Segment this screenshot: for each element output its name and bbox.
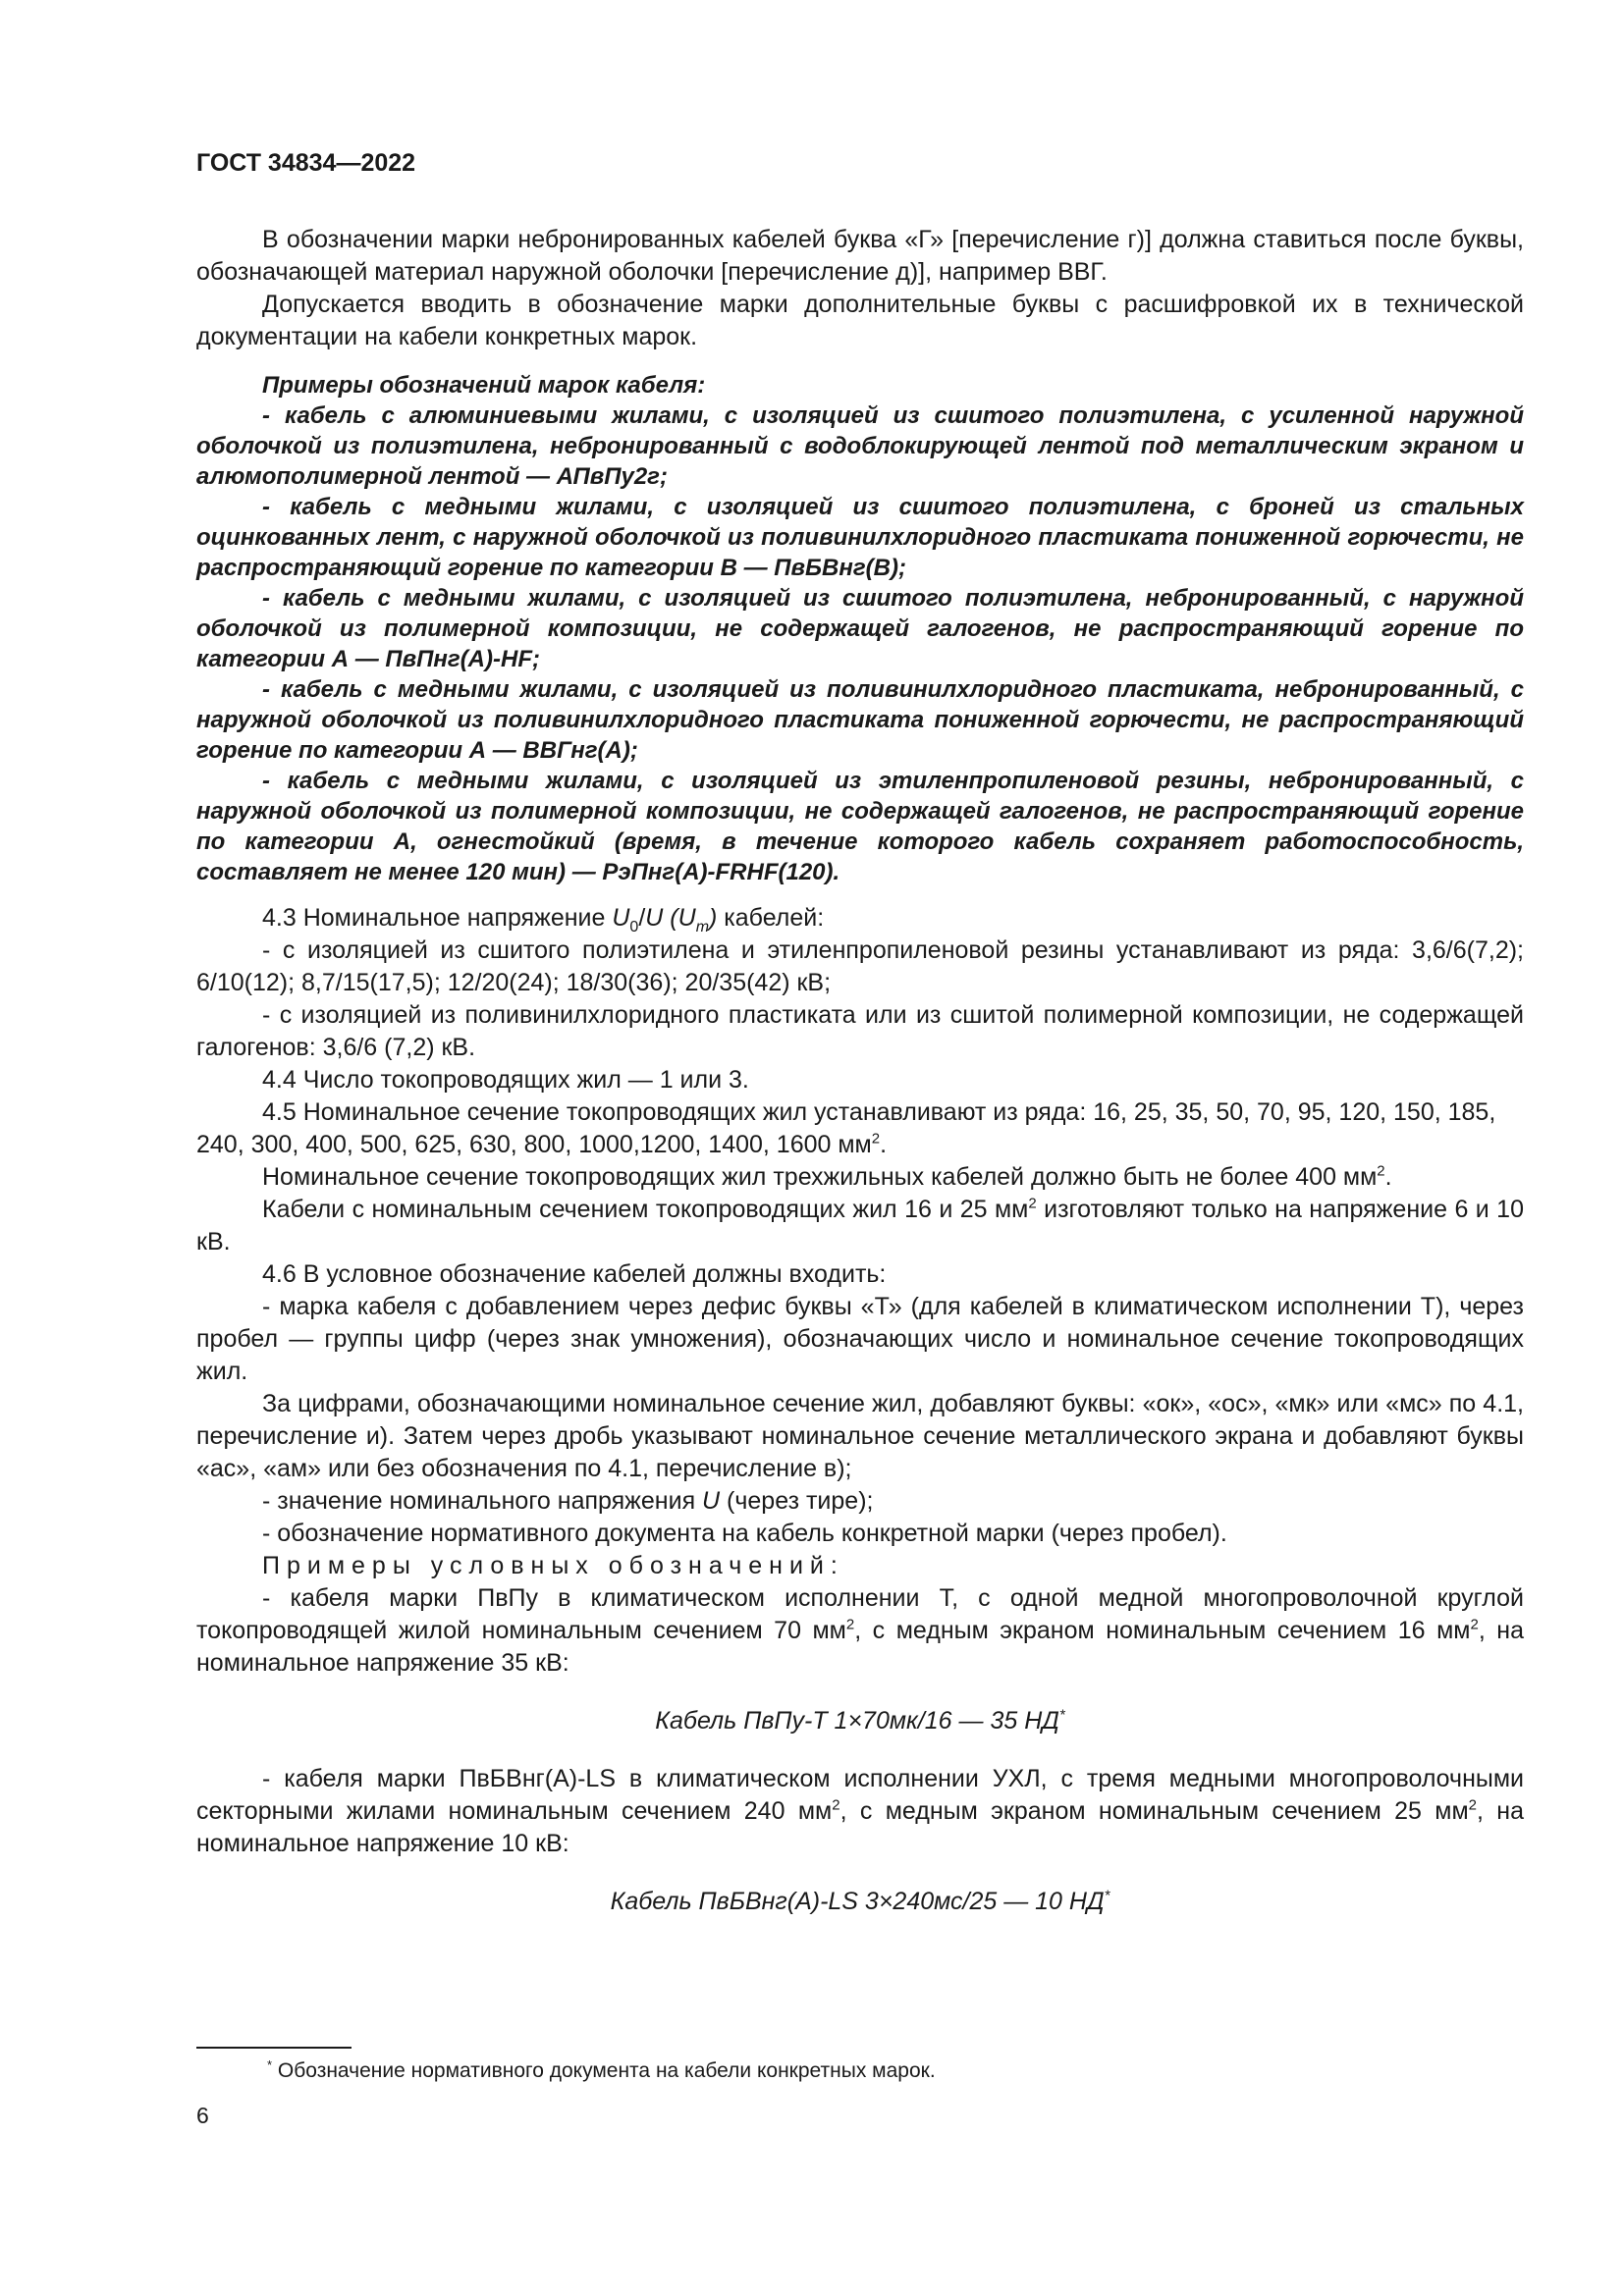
example-item: - кабель с медными жилами, с изоляцией из этиленпропиленовой резины, небронированный, с наружной оболочкой из полимерной композиции, не содержащей галогенов, не распространяющий горение по категории А, огнестойкий (время, в течение которого кабель сохраняет работоспособность, составляет не менее 120 мин) — РэПнг(А)-FRHF(120). bbox=[196, 768, 1524, 885]
examples-title: Примеры обозначений марок кабеля: bbox=[262, 372, 706, 399]
section-4-4: 4.4 Число токопроводящих жил — 1 или 3. bbox=[262, 1066, 749, 1094]
section-4-6-line: - марка кабеля с добавлением через дефис буквы «Т» (для кабелей в климатическом исполнении Т), через пробел — группы цифр (через знак умножения), обозначающих число и номинальное сечение токопроводящих жил. bbox=[196, 1293, 1524, 1385]
example-item: - кабель с медными жилами, с изоляцией из сшитого полиэтилена, небронированный, с наружной оболочкой из полимерной композиции, не содержащей галогенов, не распространяющий горение по категории А — ПвПнг(А)-HF; bbox=[196, 585, 1524, 672]
paragraph: Допускается вводить в обозначение марки дополнительные буквы с расшифровкой их в технической документации на кабели конкретных марок. bbox=[196, 291, 1524, 350]
marking-examples bbox=[196, 370, 1524, 887]
example-item: - кабель с медными жилами, с изоляцией из сшитого полиэтилена, с броней из стальных оцинкованных лент, с наружной оболочкой из поливинилхлоридного пластиката пониженной горючести, не распространяющий горение по категории В — ПвБВнг(В); bbox=[196, 494, 1524, 581]
footnote-mark: * bbox=[267, 2057, 273, 2072]
footnote: * Обозначение нормативного документа на кабели конкретных марок. bbox=[267, 2057, 936, 2082]
designation-example: - кабеля марки ПвПу в климатическом исполнении Т, с одной медной многопроволочной круглой токопроводящей жилой номинальным сечением 70 $мм^2$, с медным экраном номинальным сечением 16 $мм^2$, на номинальное напряжение 35 кВ: bbox=[196, 1584, 1524, 1677]
page-body bbox=[196, 224, 1524, 1944]
example-item: - кабель с медными жилами, с изоляцией из поливинилхлоридного пластиката, небронированный, с наружной оболочкой из поливинилхлоридного пластиката пониженной горючести, не распространяющий горение по категории А — ВВГнг(А); bbox=[196, 676, 1524, 764]
section-4-6-line: - обозначение нормативного документа на кабель конкретной марки (через пробел). bbox=[262, 1520, 1227, 1547]
section-4-3-title: 4.3 Номинальное напряжение $U_0/U$ $(U_m)$ кабелей: bbox=[262, 904, 825, 935]
footnote-divider bbox=[196, 2047, 352, 2049]
designation-formula: Кабель ПвПу-Т 1×70мк/16 — 35 НД* bbox=[655, 1706, 1065, 1735]
section-4-3-line: - с изоляцией из поливинилхлоридного пластиката или из сшитой полимерной композиции, не содержащей галогенов: 3,6/6 (7,2) кВ. bbox=[196, 1001, 1524, 1061]
section-4-6-title: 4.6 В условное обозначение кабелей должны входить: bbox=[262, 1260, 887, 1288]
section-4-5-line: Кабели с номинальным сечением токопроводящих жил 16 и 25 $мм^2$ изготовляют только на напряжение 6 и 10 кВ. bbox=[196, 1195, 1524, 1255]
section-4-3-line: - с изоляцией из сшитого полиэтилена и этиленпропиленовой резины устанавливают из ряда: 3,6/6(7,2); 6/10(12); 8,7/15(17,5); 12/20(24); 18/30(36); 20/35(42) кВ; bbox=[196, 936, 1524, 996]
section-4-5: 4.5 Номинальное сечение токопроводящих жил устанавливают из ряда: 16, 25, 35, 50, 70, 95, 120, 150, 185, 240, 300, 400, 500, 625, 630, 800, 1000,1200, 1400, 1600 $мм^2$. bbox=[196, 1098, 1496, 1158]
section-4-5-line: Номинальное сечение токопроводящих жил трехжильных кабелей должно быть не более 400 $мм^2$. bbox=[262, 1162, 1392, 1191]
paragraph: В обозначении марки небронированных кабелей буква «Г» [перечисление г)] должна ставиться после буквы, обозначающей материал наружной оболочки [перечисление д)], например ВВГ. bbox=[196, 226, 1524, 286]
section-4-6-line: За цифрами, обозначающими номинальное сечение жил, добавляют буквы: «ок», «ос», «мк» или «мс» по 4.1, перечисление и). Затем через дробь указывают номинальное сечение металлического экрана и добавляют буквы «ас», «ам» или без обозначения по 4.1, перечисление в); bbox=[196, 1390, 1524, 1482]
designation-examples-title: Примеры условных обозначений: bbox=[262, 1552, 844, 1579]
page-number: 6 bbox=[196, 2103, 209, 2128]
document-header: ГОСТ 34834—2022 bbox=[196, 149, 416, 177]
designation-example: - кабеля марки ПвБВнг(А)-LS в климатическом исполнении УХЛ, с тремя медными многопроволочными секторными жилами номинальным сечением 240 $мм^2$, с медным экраном номинальным сечением 25 $мм^2$, на номинальное напряжение 10 кВ: bbox=[196, 1765, 1525, 1857]
designation-formula: Кабель ПвБВнг(А)-LS 3×240мс/25 — 10 НД* bbox=[610, 1887, 1110, 1915]
section-4-6-line: - значение номинального напряжения U (через тире); bbox=[262, 1487, 874, 1515]
example-item: - кабель с алюминиевыми жилами, с изоляцией из сшитого полиэтилена, с усиленной наружной оболочкой из полиэтилена, небронированный с водоблокирующей лентой под металлическим экраном и алюмополимерной лентой — АПвПу2г; bbox=[196, 402, 1524, 490]
